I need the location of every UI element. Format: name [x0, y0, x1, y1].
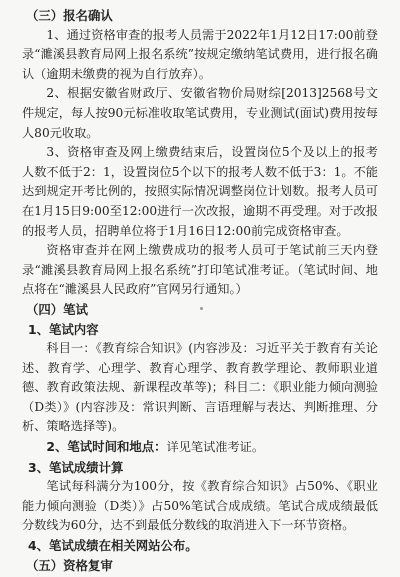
paragraph-fee-standard: 2、根据安徽省财政厅、安徽省物价局财综[2013]2568号文件规定，每人按90元标准收取笔试费用，专业测试(面试)费用按每人80元收取。 [22, 86, 378, 140]
paragraph-admission-ticket: 资格审查并在网上缴费成功的报考人员可于笔试前三天内登录“濉溪县教育局网上报名系统”打印笔试准考证。（笔试时间、地点将在“濉溪县人民政府”官网另行通知。） [22, 243, 378, 297]
scan-speck [200, 307, 203, 310]
paragraph-payment: 1、通过资格审查的报考人员需于2022年1月12日17:00前登录“濉溪县教育局网上报名系统”按规定缴纳笔试费用，进行报名确认（逾期未缴费的视为自行放弃）。 [22, 27, 378, 81]
section-title-written-exam: （四）笔试 [26, 301, 88, 317]
exam-time-detail: 详见笔试准考证。 [166, 440, 265, 455]
subsection-title-exam-time: 2、笔试时间和地点： [46, 439, 167, 455]
paragraph-score-calculation: 笔试每科满分为100分，按《教育综合知识》占50%、《职业能力倾向测验（D类）》占50%笔试合成成绩。笔试合成成绩最低分数线为60分，达不到最低分数线的取消进入下一环节资格。 [22, 479, 378, 533]
subsection-title-exam-content: 1、笔试内容 [28, 321, 99, 337]
section-title-registration-confirm: （三）报名确认 [26, 8, 113, 23]
subsection-title-score-calculation: 3、笔试成绩计算 [28, 459, 124, 475]
subsection-title-score-publication: 4、笔试成绩在相关网站公布。 [28, 538, 198, 554]
section-title-qualification-review: （五）资格复审 [26, 557, 113, 573]
paragraph-ratio-adjustment: 3、资格审查及网上缴费结束后，设置岗位5个及以上的报考人数不低于2：1，设置岗位5个以下的报考人数不低于3：1。不能达到规定开考比例的，按照实际情况调整岗位计划数。报考人员可在1月15日9:00至12:00进行一次改报，逾期不再受理。对于改报的报考人员，招聘单位将于1月16日12:00前完成资格审查。 [22, 145, 378, 238]
paragraph-exam-subjects: 科目一：《教育综合知识》(内容涉及：习近平关于教育有关论述、教育学、心理学、教育心理学、教育教学理论、教师职业道德、教育政策法规、新课程改革等)；科目二：《职业能力倾向测验（D类）》(内容涉及：常识判断、言语理解与表达、判断推理、分析、策略选择等)。 [22, 341, 378, 434]
paragraph-exam-time-place [22, 437, 378, 458]
